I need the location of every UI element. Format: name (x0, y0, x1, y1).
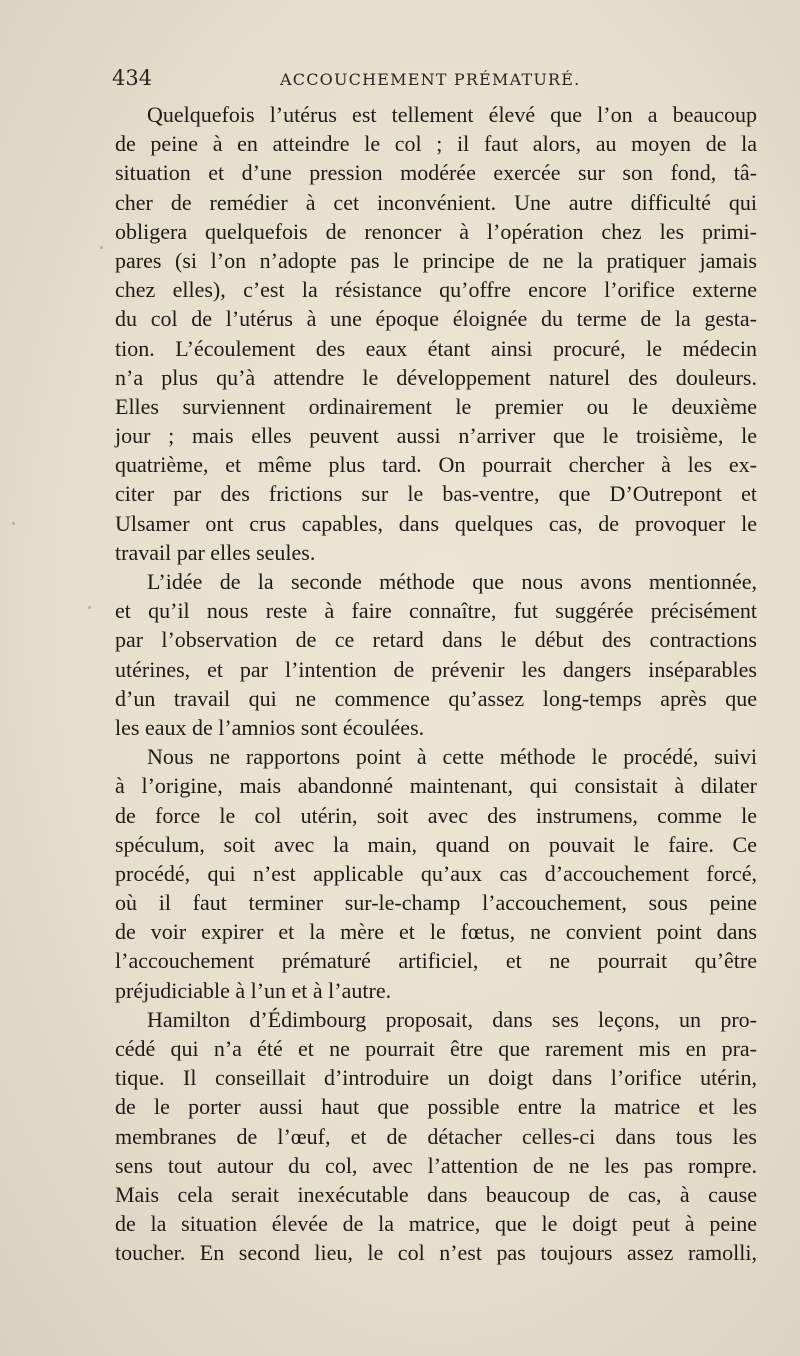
text-line: de force le col utérin, soit avec des instrumens, comme le (115, 802, 757, 828)
text-line: Mais cela serait inexécutable dans beaucoup de cas, à cause (115, 1181, 757, 1207)
text-line: travail par elles seules. (115, 539, 316, 565)
text-line: tique. Il conseillait d’introduire un doigt dans l’orifice utérin, (115, 1065, 757, 1091)
text-line: du col de l’utérus à une époque éloignée du terme de la gesta- (115, 306, 757, 332)
text-line: de la situation élevée de la matrice, que le doigt peut à peine (115, 1211, 757, 1237)
paper-speck (88, 606, 91, 609)
text-line: l’accouchement prématuré artificiel, et ne pourrait qu’être (115, 948, 757, 974)
page-header (112, 60, 760, 100)
page-number: 434 (112, 66, 153, 90)
text-line: L’idée de la seconde méthode que nous avons mentionnée, (147, 569, 757, 594)
text-line: n’a plus qu’à attendre le développement naturel des douleurs. (115, 364, 757, 390)
text-line: procédé, qui n’est applicable qu’aux cas d’accouchement forcé, (115, 860, 757, 886)
text-line: préjudiciable à l’un et à l’autre. (115, 977, 392, 1003)
text-line: citer par des frictions sur le bas-ventre, que D’Outrepont et (115, 481, 757, 507)
text-line: sens tout autour du col, avec l’attention de ne les pas rompre. (115, 1152, 757, 1178)
text-line: par l’observation de ce retard dans le début des contractions (115, 627, 757, 653)
text-line: à l’origine, mais abandonné maintenant, qui consistait à dilater (115, 773, 757, 799)
text-line: de le porter aussi haut que possible entre la matrice et les (115, 1094, 757, 1120)
text-line: utérines, et par l’intention de prévenir les dangers inséparables (115, 656, 757, 682)
text-line: pares (si l’on n’adopte pas le principe de ne la pratiquer jamais (115, 247, 757, 273)
text-line: les eaux de l’amnios sont écoulées. (115, 714, 425, 740)
text-line: de voir expirer et la mère et le fœtus, ne convient point dans (115, 919, 757, 945)
text-line: et qu’il nous reste à faire connaître, fut suggérée précisément (115, 598, 757, 624)
text-line: cédé qui n’a été et ne pourrait être que rarement mis en pra- (115, 1036, 757, 1061)
text-line: Nous ne rapportons point à cette méthode le procédé, suivi (147, 744, 757, 770)
text-line: toucher. En second lieu, le col n’est pas toujours assez ramolli, (115, 1240, 757, 1266)
text-line: Ulsamer ont crus capables, dans quelques cas, de provoquer le (115, 510, 757, 536)
paper-speck (12, 522, 15, 525)
text-line: spéculum, soit avec la main, quand on pouvait le faire. Ce (115, 831, 757, 857)
text-line: Hamilton d’Édimbourg proposait, dans ses leçons, un pro- (147, 1006, 757, 1032)
text-line: situation et d’une pression modérée exercée sur son fond, tâ- (115, 160, 757, 186)
running-head: ACCOUCHEMENT PRÉMATURÉ. (280, 70, 581, 89)
text-line: où il faut terminer sur-le-champ l’accouchement, sous peine (115, 890, 757, 916)
body-text (115, 100, 757, 1268)
text-line: d’un travail qui ne commence qu’assez long-temps après que (115, 685, 757, 711)
paper-speck (100, 246, 103, 249)
text-line: quatrième, et même plus tard. On pourrait chercher à les ex- (115, 452, 757, 478)
text-line: membranes de l’œuf, et de détacher celles-ci dans tous les (115, 1123, 757, 1149)
text-line: de peine à en atteindre le col ; il faut alors, au moyen de la (115, 131, 757, 157)
text-line: obligera quelquefois de renoncer à l’opération chez les primi- (115, 218, 757, 244)
text-line: tion. L’écoulement des eaux étant ainsi procuré, le médecin (115, 335, 757, 361)
text-line: chez elles), c’est la résistance qu’offre encore l’orifice externe (115, 277, 757, 303)
text-line: cher de remédier à cet inconvénient. Une autre difficulté qui (115, 189, 757, 215)
text-line: jour ; mais elles peuvent aussi n’arriver que le troisième, le (115, 423, 757, 449)
text-line: Elles surviennent ordinairement le premier ou le deuxième (115, 393, 757, 419)
text-line: Quelquefois l’utérus est tellement élevé que l’on a beaucoup (147, 102, 757, 127)
